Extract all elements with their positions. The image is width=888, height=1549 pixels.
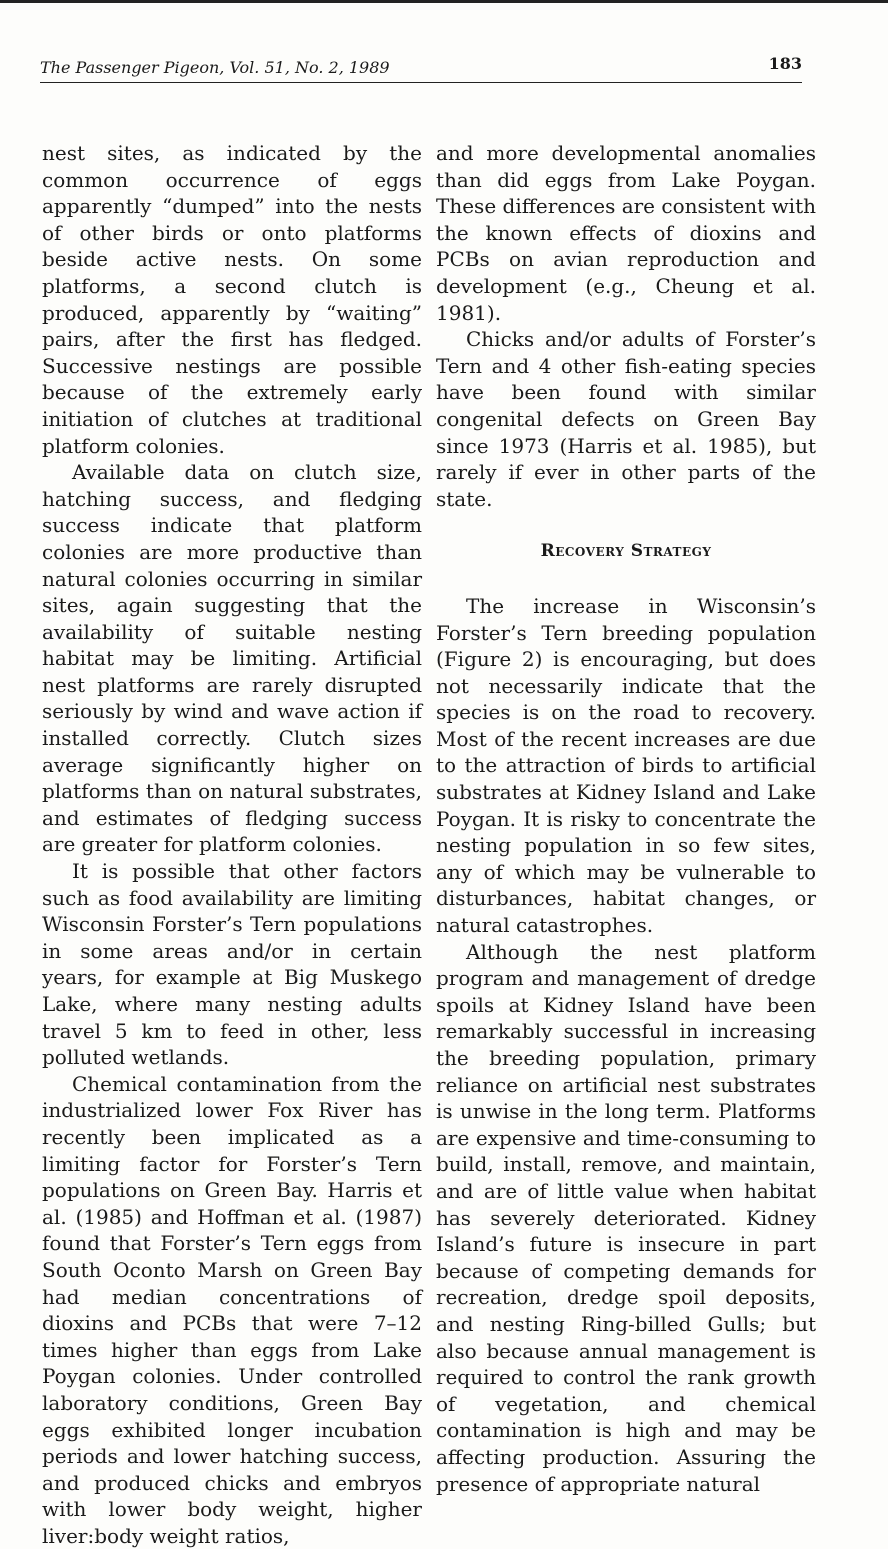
paragraph: Available data on clutch size, hatching success, and fledging success indicate that platform colonies are more productive than natural colonies occurring in similar sites, again suggesting that the availability of suitable nesting habitat may be limiting. Artificial nest platforms are rarely disrupted seriously by wind and wave action if installed correctly. Clutch sizes average significantly higher on platforms than on natural substrates, and estimates of fledging success are greater for platform colonies. [42,460,422,857]
page-number: 183 [768,54,802,73]
paragraph: nest sites, as indicated by the common occurrence of eggs apparently “dumped” into the nests of other birds or onto platforms beside active nests. On some platforms, a second clutch is produced, apparently by “waiting” pairs, after the first has fledged. Successive nestings are possible because of the extremely early initiation of clutches at traditional platform colonies. [42,141,422,458]
paragraph: Chicks and/or adults of Forster’s Tern and 4 other fish-eating species have been found with similar congenital defects on Green Bay since 1973 (Harris et al. 1985), but rarely if ever in other parts of the state. [436,327,816,511]
section-heading: Recovery Strategy [540,541,712,562]
left-column [42,140,422,1549]
journal-citation: The Passenger Pigeon, Vol. 51, No. 2, 1989 [40,58,390,77]
paragraph: Chemical contamination from the industrialized lower Fox River has recently been implicated as a limiting factor for Forster’s Tern populations on Green Bay. Harris et al. (1985) and Hoffman et al. (1987) found that Forster’s Tern eggs from South Oconto Marsh on Green Bay had median concentrations of dioxins and PCBs that were 7–12 times higher than eggs from Lake Poygan colonies. Under controlled laboratory conditions, Green Bay eggs exhibited longer incubation periods and lower hatching success, and produced chicks and embryos with lower body weight, higher liver:body weight ratios, [42,1071,422,1548]
paragraph: Although the nest platform program and management of dredge spoils at Kidney Island have been remarkably successful in increasing the breeding population, primary reliance on artificial nest substrates is unwise in the long term. Platforms are expensive and time-consuming to build, install, remove, and maintain, and are of little value when habitat has severely deteriorated. Kidney Island’s future is insecure in part because of competing demands for recreation, dredge spoil deposits, and nesting Ring-billed Gulls; but also because annual management is required to control the rank growth of vegetation, and chemical contamination is high and may be affecting production. Assuring the presence of appropriate natural [436,939,816,1496]
paragraph: The increase in Wisconsin’s Forster’s Tern breeding population (Figure 2) is encouraging, but does not necessarily indicate that the species is on the road to recovery. Most of the recent increases are due to the attraction of birds to artificial substrates at Kidney Island and Lake Poygan. It is risky to concentrate the nesting population in so few sites, any of which may be vulnerable to disturbances, habitat changes, or natural catastrophes. [436,593,816,938]
right-column [436,140,816,1497]
running-header [40,54,802,83]
top-rule [0,0,888,3]
paragraph: It is possible that other factors such as food availability are limiting Wisconsin Forster’s Tern populations in some areas and/or in certain years, for example at Big Muskego Lake, where many nesting adults travel 5 km to feed in other, less polluted wetlands. [42,859,422,1070]
paragraph: and more developmental anomalies than did eggs from Lake Poygan. These differences are consistent with the known effects of dioxins and PCBs on avian reproduction and development (e.g., Cheung et al. 1981). [436,141,816,325]
